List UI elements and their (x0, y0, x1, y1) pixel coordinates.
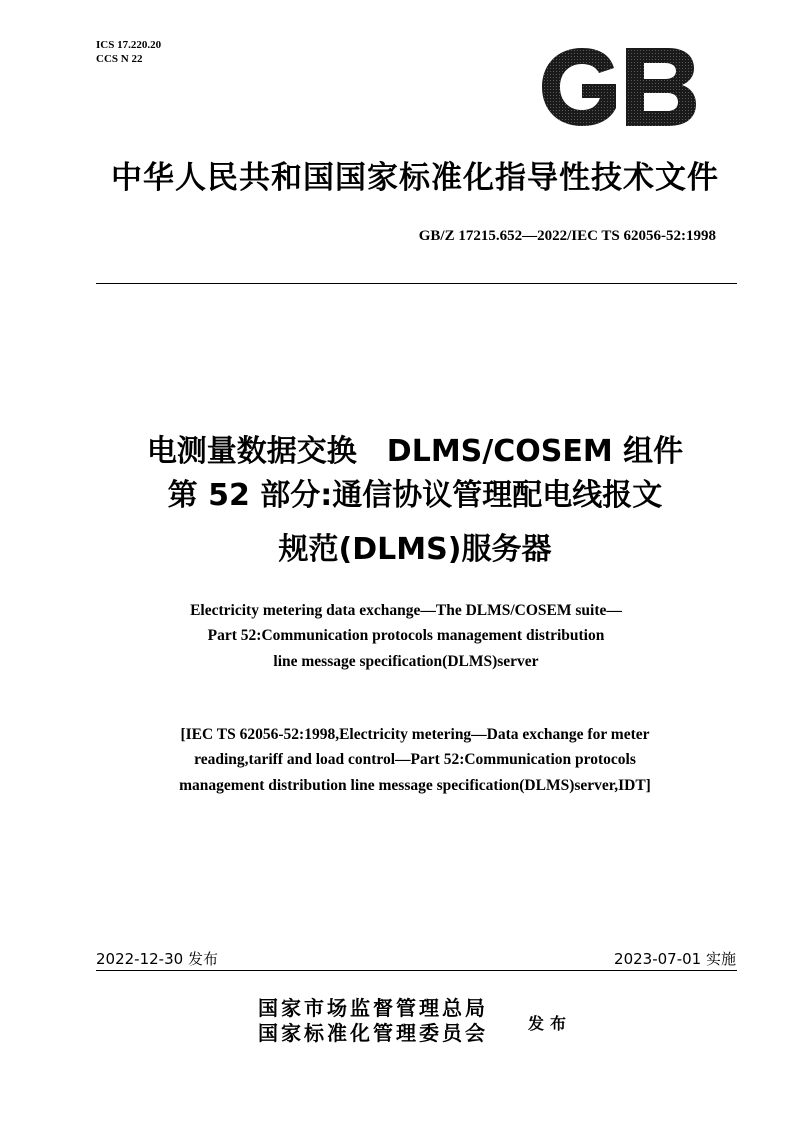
title-en-line-2: Part 52:Communication protocols management distribution (207, 627, 605, 644)
adoption-line-2: reading,tariff and load control—Part 52:Communication protocols (194, 751, 636, 768)
title-en-line-1: Electricity metering data exchange—The DLMS/COSEM suite— (190, 602, 622, 619)
ics-code: ICS 17.220.20 (96, 39, 162, 51)
title-en-line-3: line message specification(DLMS)server (273, 653, 539, 670)
publisher-samr: 国家市场监督管理总局 (258, 996, 488, 1020)
adoption-line-3: management distribution line message specification(DLMS)server,IDT] (179, 777, 651, 794)
footer-divider (96, 970, 737, 971)
gb-logo (540, 46, 696, 128)
header-divider (96, 283, 737, 284)
effective-date: 2023-07-01 实施 (614, 950, 736, 968)
publish-label: 发布 (528, 1014, 573, 1033)
standard-number: GB/Z 17215.652—2022/IEC TS 62056-52:1998 (418, 228, 716, 244)
issue-date: 2022-12-30 发布 (96, 950, 218, 968)
title-cn-line-3: 规范(DLMS)服务器 (278, 532, 552, 567)
title-cn-line-1: 电测量数据交换 DLMS/COSEM 组件 (146, 434, 684, 469)
issuer-type-heading: 中华人民共和国国家标准化指导性技术文件 (111, 160, 719, 196)
classification-codes (96, 38, 161, 66)
publisher-sac: 国家标准化管理委员会 (258, 1021, 488, 1045)
title-cn-line-2: 第 52 部分:通信协议管理配电线报文 (167, 478, 663, 513)
ccs-code: CCS N 22 (96, 53, 143, 65)
adoption-line-1: [IEC TS 62056-52:1998,Electricity metering—Data exchange for meter (180, 726, 650, 743)
